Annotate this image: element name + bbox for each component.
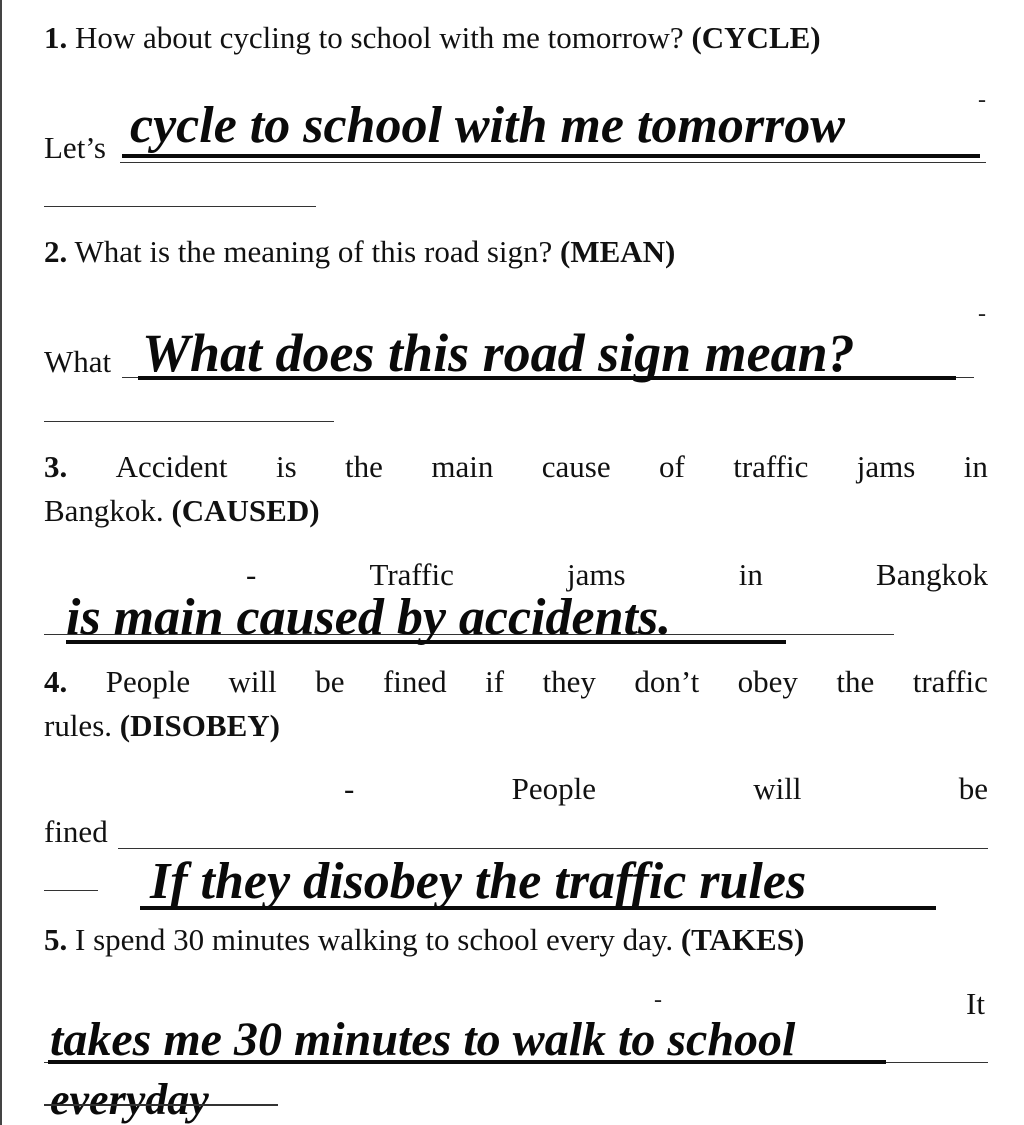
question-word: obey bbox=[737, 664, 798, 699]
dash-mark: - bbox=[978, 87, 986, 113]
handwritten-answer-3: is main caused by accidents. bbox=[66, 589, 672, 646]
prompt-word: Traffic bbox=[369, 557, 454, 592]
prompt-word: Bangkok bbox=[876, 557, 988, 592]
answer-underline bbox=[122, 154, 980, 158]
dash-mark: - bbox=[654, 987, 662, 1013]
handwritten-answer-4: If they disobey the traffic rules bbox=[150, 853, 807, 910]
question-4-line1 bbox=[44, 666, 988, 697]
question-word: will bbox=[228, 664, 277, 699]
question-word: the bbox=[345, 449, 383, 484]
prompt-word: jams bbox=[567, 557, 626, 592]
prompt-word: - bbox=[246, 557, 257, 592]
question-keyword: (CYCLE) bbox=[691, 20, 821, 55]
question-number: 3. bbox=[44, 449, 68, 484]
question-number: 1. bbox=[44, 20, 68, 55]
dash-mark: - bbox=[978, 301, 986, 327]
question-5 bbox=[44, 924, 804, 955]
question-text: Bangkok. bbox=[44, 493, 164, 528]
answer-prompt-5: It bbox=[966, 986, 985, 1021]
answer-prompt-1: Let’s bbox=[44, 130, 106, 165]
question-keyword: (DISOBEY) bbox=[119, 708, 280, 743]
answer-underline bbox=[66, 640, 786, 644]
handwritten-answer-2: What does this road sign mean? bbox=[142, 323, 855, 383]
question-word: main bbox=[431, 449, 494, 484]
answer-underline bbox=[48, 1060, 886, 1064]
answer-prompt-4 bbox=[344, 773, 988, 804]
handwritten-answer-5-line2: everyday bbox=[50, 1075, 209, 1124]
question-word: don’t bbox=[634, 664, 700, 699]
question-word: they bbox=[542, 664, 596, 699]
answer-underline bbox=[140, 906, 936, 910]
question-word: jams bbox=[856, 449, 916, 484]
question-text: rules. bbox=[44, 708, 113, 743]
question-word: if bbox=[485, 664, 505, 699]
answer-prompt-3 bbox=[246, 559, 988, 590]
prompt-word: People bbox=[511, 771, 596, 806]
question-word: in bbox=[963, 449, 988, 484]
question-keyword: (CAUSED) bbox=[171, 493, 320, 528]
prompt-word: will bbox=[753, 771, 802, 806]
question-word: is bbox=[275, 449, 297, 484]
prompt-word: in bbox=[738, 557, 763, 592]
prompt-word: - bbox=[344, 771, 355, 806]
question-3-line2 bbox=[44, 495, 320, 526]
answer-line bbox=[44, 1104, 278, 1106]
prompt-word: be bbox=[958, 771, 988, 806]
answer-line bbox=[44, 421, 334, 422]
question-keyword: (TAKES) bbox=[680, 922, 805, 957]
answer-line bbox=[44, 890, 98, 891]
handwritten-answer-5: takes me 30 minutes to walk to school bbox=[50, 1013, 796, 1066]
question-word: traffic bbox=[912, 664, 988, 699]
question-text: I spend 30 minutes walking to school every day. bbox=[75, 922, 674, 957]
question-word: of bbox=[658, 449, 685, 484]
question-4-line2 bbox=[44, 710, 280, 741]
question-2 bbox=[44, 236, 675, 267]
question-number: 5. bbox=[44, 922, 68, 957]
answer-line bbox=[44, 206, 316, 207]
question-word: People bbox=[105, 664, 191, 699]
question-number: 2. bbox=[44, 234, 68, 269]
question-1 bbox=[44, 22, 821, 53]
question-word: traffic bbox=[733, 449, 809, 484]
question-word: the bbox=[836, 664, 875, 699]
answer-underline bbox=[138, 376, 956, 380]
question-text: How about cycling to school with me tomorrow? bbox=[75, 20, 684, 55]
question-text: What is the meaning of this road sign? bbox=[74, 234, 553, 269]
question-word: be bbox=[315, 664, 345, 699]
question-3-line1 bbox=[44, 451, 988, 482]
answer-prompt-4-line2: fined bbox=[44, 814, 108, 849]
question-word: fined bbox=[382, 664, 447, 699]
answer-prompt-2: What bbox=[44, 344, 112, 379]
question-keyword: (MEAN) bbox=[560, 234, 676, 269]
answer-line bbox=[120, 162, 986, 163]
handwritten-answer-1: cycle to school with me tomorrow bbox=[130, 97, 845, 154]
question-word: Accident bbox=[115, 449, 228, 484]
question-word: cause bbox=[541, 449, 611, 484]
answer-line bbox=[118, 848, 988, 849]
question-number: 4. bbox=[44, 664, 68, 699]
